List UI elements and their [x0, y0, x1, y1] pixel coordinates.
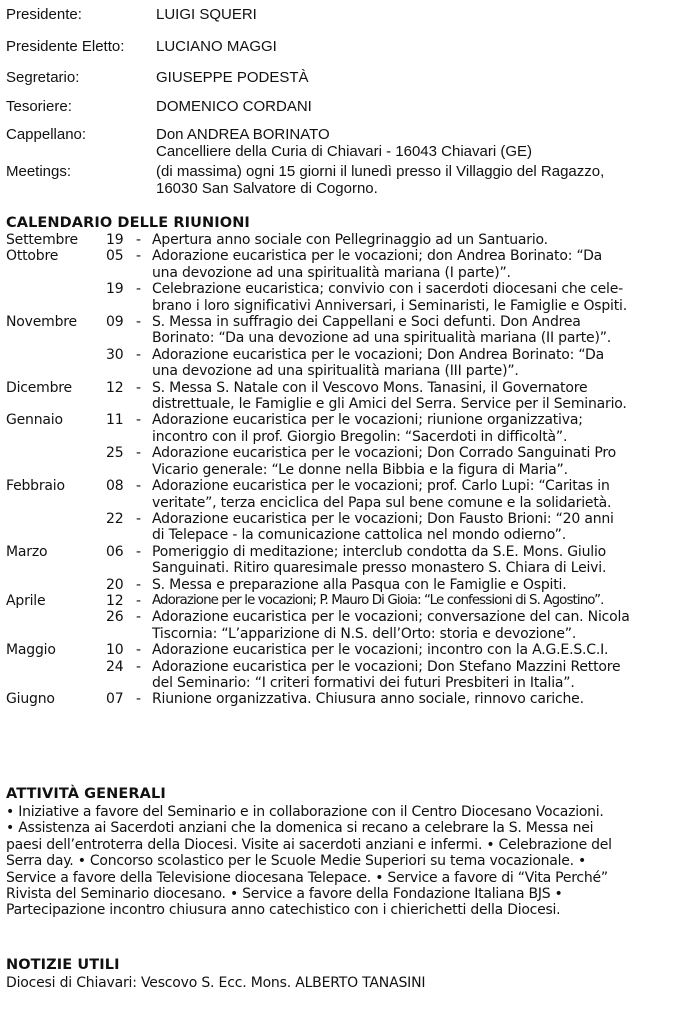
calendar-entry [6, 511, 694, 544]
calendar-month: Maggio [6, 642, 56, 659]
calendar-entry [6, 445, 694, 478]
calendar-entry [6, 593, 694, 609]
calendar-day: 07 [106, 691, 124, 708]
officer-role: Cappellano: [6, 126, 87, 143]
calendar-text-line: Celebrazione eucaristica; convivio con i sacerdoti diocesani che cele- [152, 281, 624, 298]
calendar-text-line: Adorazione eucaristica per le vocazioni; don Andrea Borinato: “Da [152, 248, 603, 265]
activities-line: • Assistenza ai Sacerdoti anziani che la domenica si recano a celebrare la S. Messa nei [6, 820, 594, 837]
calendar-entry [6, 691, 694, 707]
calendar-dash: - [136, 281, 141, 298]
calendar-text [152, 445, 690, 478]
calendar-text [152, 642, 690, 658]
calendar-text [152, 347, 690, 380]
activities-line: Rivista del Seminario diocesano. • Service a favore della Fondazione Italiana BJS • [6, 886, 563, 903]
calendar-text [152, 314, 690, 347]
officer-role: Segretario: [6, 69, 80, 86]
officer-name-line: (di massima) ogni 15 giorni il lunedì presso il Villaggio del Ragazzo, [156, 163, 605, 180]
calendar-month: Aprile [6, 592, 46, 609]
calendar-text-line: Adorazione eucaristica per le vocazioni; prof. Carlo Lupi: “Caritas in [152, 478, 610, 495]
notizie-title: NOTIZIE UTILI [6, 957, 120, 973]
calendar-text-line: Adorazione per le vocazioni; P. Mauro Di Gioia: “Le confessioni di S. Agostino”. [152, 592, 604, 608]
calendar-entry [6, 347, 694, 380]
calendar-day: 05 [106, 248, 124, 265]
calendar-text-line: Sanguinati. Ritiro quaresimale presso monastero S. Chiara di Leivi. [152, 560, 607, 577]
calendar-text-line: del Seminario: “I criteri formativi dei futuri Presbiteri in Italia”. [152, 674, 575, 691]
calendar-day: 24 [106, 658, 124, 675]
calendar-text-line: incontro con il prof. Giorgio Bregolin: “Sacerdoti in difficoltà”. [152, 428, 568, 445]
calendar-text-line: Tiscornia: “L’apparizione di N.S. dell’Orto: storia e devozione”. [152, 625, 577, 642]
calendar-month: Gennaio [6, 412, 63, 429]
activities-line: • Iniziative a favore del Seminario e in collaborazione con il Centro Diocesano Vocazioni. [6, 804, 604, 820]
calendar-dash: - [136, 510, 141, 527]
calendar-text-line: Borinato: “Da una devozione ad una spiritualità mariana (II parte)”. [152, 330, 612, 347]
calendar-text [152, 544, 690, 577]
calendar-dash: - [136, 379, 141, 396]
officer-name-line: DOMENICO CORDANI [156, 98, 312, 115]
calendar-month: Dicembre [6, 379, 72, 396]
calendar-text-line: Adorazione eucaristica per le vocazioni; Don Corrado Sanguinati Pro [152, 445, 617, 462]
calendar-text [152, 380, 690, 413]
calendar-entry [6, 577, 694, 593]
officer-name [156, 6, 692, 23]
activities-line: Serra day. • Concorso scolastico per le Scuole Medie Superiori su tema vocazionale. • [6, 853, 587, 870]
calendar-list [6, 232, 694, 708]
calendar-text-line: Adorazione eucaristica per le vocazioni; Don Stefano Mazzini Rettore [152, 658, 621, 675]
officer-role: Presidente Eletto: [6, 38, 125, 55]
officer-name-line: LUCIANO MAGGI [156, 38, 277, 55]
calendar-entry [6, 478, 694, 511]
activities-line: Partecipazione incontro chiusura anno catechistico con i chierichetti della Diocesi. [6, 902, 561, 919]
calendar-entry [6, 281, 694, 314]
calendar-dash: - [136, 576, 141, 593]
calendar-dash: - [136, 658, 141, 675]
calendar-day: 11 [106, 412, 124, 429]
calendar-text-line: Adorazione eucaristica per le vocazioni; Don Fausto Brioni: “20 anni [152, 510, 614, 527]
calendar-text [152, 248, 690, 281]
calendar-text-line: Riunione organizzativa. Chiusura anno sociale, rinnovo cariche. [152, 691, 584, 708]
calendar-day: 10 [106, 642, 124, 659]
officer-name-line: LUIGI SQUERI [156, 6, 257, 23]
officer-name [156, 38, 692, 55]
calendar-month: Ottobre [6, 248, 59, 265]
calendar-text-line: una devozione ad una spiritualità mariana (III parte)”. [152, 363, 519, 380]
calendar-month: Giugno [6, 691, 55, 708]
calendar-day: 06 [106, 543, 124, 560]
calendar-dash: - [136, 642, 141, 659]
calendar-text [152, 691, 690, 707]
calendar-title: CALENDARIO DELLE RIUNIONI [6, 215, 250, 231]
officer-name [156, 69, 692, 86]
officer-name-line: 16030 San Salvatore di Cogorno. [156, 180, 378, 197]
calendar-month: Novembre [6, 314, 77, 331]
calendar-dash: - [136, 248, 141, 265]
calendar-day: 09 [106, 314, 124, 331]
calendar-text [152, 232, 690, 248]
officer-name [156, 126, 692, 160]
calendar-entry [6, 380, 694, 413]
calendar-text [152, 511, 690, 544]
calendar-entry [6, 609, 694, 642]
calendar-text-line: S. Messa in suffragio dei Cappellani e Soci defunti. Don Andrea [152, 314, 581, 331]
calendar-text [152, 478, 690, 511]
calendar-text [152, 659, 690, 692]
officer-role: Presidente: [6, 6, 82, 23]
calendar-entry [6, 544, 694, 577]
notizie-text: Diocesi di Chiavari: Vescovo S. Ecc. Mons. ALBERTO TANASINI [6, 975, 426, 991]
calendar-text [152, 281, 690, 314]
calendar-text-line: brano i loro significativi Anniversari, i Seminaristi, le Famiglie e Ospiti. [152, 297, 627, 314]
calendar-text-line: Adorazione eucaristica per le vocazioni; Don Andrea Borinato: “Da [152, 346, 604, 363]
officer-name-line: Cancelliere della Curia di Chiavari - 16043 Chiavari (GE) [156, 143, 532, 160]
officer-name-line: GIUSEPPE PODESTÀ [156, 69, 309, 86]
calendar-text [152, 593, 690, 609]
calendar-text-line: di Telepace - la comunicazione cattolica nel mondo odierno”. [152, 527, 566, 544]
calendar-text-line: Adorazione eucaristica per le vocazioni; incontro con la A.G.E.S.C.I. [152, 642, 609, 659]
calendar-dash: - [136, 543, 141, 560]
activities-line: Service a favore della Televisione diocesana Telepace. • Service a favore di “Vita Perché” [6, 869, 608, 886]
calendar-text-line: distrettuale, le Famiglie e gli Amici del Serra. Service per il Seminario. [152, 396, 627, 413]
officer-name-line: Don ANDREA BORINATO [156, 126, 330, 143]
calendar-entry [6, 314, 694, 347]
calendar-dash: - [136, 609, 141, 626]
calendar-month: Settembre [6, 232, 78, 248]
officer-name [156, 98, 692, 115]
officer-name [156, 163, 692, 197]
calendar-text-line: una devozione ad una spiritualità mariana (I parte)”. [152, 264, 511, 281]
calendar-day: 22 [106, 510, 124, 527]
calendar-text-line: veritate”, terza enciclica del Papa sul bene comune e la solidarietà. [152, 494, 612, 511]
calendar-entry [6, 248, 694, 281]
calendar-dash: - [136, 445, 141, 462]
calendar-entry [6, 642, 694, 658]
calendar-dash: - [136, 346, 141, 363]
calendar-day: 08 [106, 478, 124, 495]
calendar-day: 19 [106, 281, 124, 298]
calendar-dash: - [136, 314, 141, 331]
calendar-text-line: S. Messa e preparazione alla Pasqua con le Famiglie e Ospiti. [152, 576, 567, 593]
officer-role: Meetings: [6, 163, 72, 180]
calendar-entry [6, 232, 694, 248]
calendar-month: Febbraio [6, 478, 65, 495]
officer-role: Tesoriere: [6, 98, 72, 115]
calendar-text [152, 412, 690, 445]
calendar-entry [6, 412, 694, 445]
calendar-day: 25 [106, 445, 124, 462]
activities-body [6, 804, 694, 919]
activities-line: paesi dell’entroterra della Diocesi. Visite ai sacerdoti anziani e infermi. • Celebrazione del [6, 836, 612, 853]
calendar-text-line: Pomeriggio di meditazione; interclub condotta da S.E. Mons. Giulio [152, 543, 607, 560]
calendar-text-line: Vicario generale: “Le donne nella Bibbia e la figura di Maria”. [152, 461, 568, 478]
calendar-day: 12 [106, 592, 124, 609]
calendar-dash: - [136, 592, 141, 609]
activities-title: ATTIVITÀ GENERALI [6, 786, 166, 802]
calendar-day: 20 [106, 576, 124, 593]
calendar-dash: - [136, 412, 141, 429]
calendar-text-line: Adorazione eucaristica per le vocazioni; riunione organizzativa; [152, 412, 583, 429]
calendar-text-line: Adorazione eucaristica per le vocazioni; conversazione del can. Nicola [152, 609, 630, 626]
calendar-day: 19 [106, 232, 124, 248]
calendar-text [152, 609, 690, 642]
calendar-day: 30 [106, 346, 124, 363]
calendar-dash: - [136, 691, 141, 708]
calendar-month: Marzo [6, 543, 48, 560]
calendar-text-line: S. Messa S. Natale con il Vescovo Mons. Tanasini, il Governatore [152, 379, 588, 396]
calendar-dash: - [136, 478, 141, 495]
calendar-day: 26 [106, 609, 124, 626]
calendar-entry [6, 659, 694, 692]
calendar-day: 12 [106, 379, 124, 396]
calendar-text [152, 577, 690, 593]
calendar-text-line: Apertura anno sociale con Pellegrinaggio ad un Santuario. [152, 232, 548, 248]
calendar-dash: - [136, 232, 141, 248]
